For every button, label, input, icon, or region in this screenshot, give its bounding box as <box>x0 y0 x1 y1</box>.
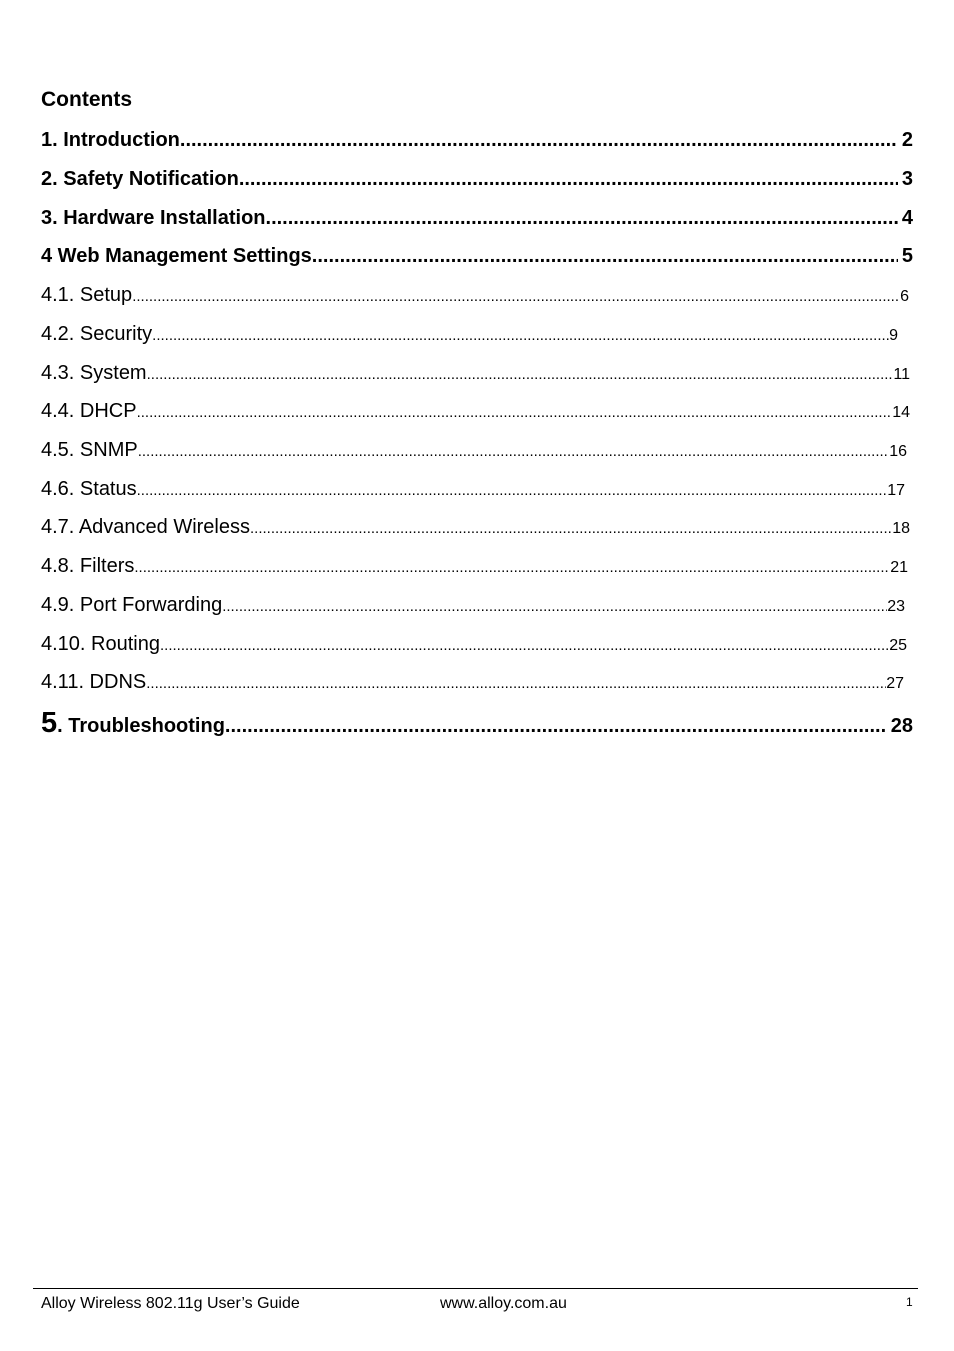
toc-entry-label: 4.4. DHCP <box>41 400 137 422</box>
toc-entry-label: 4.2. Security <box>41 323 153 345</box>
toc-dot-leader <box>137 477 888 505</box>
toc-dot-leader <box>225 709 887 743</box>
toc-entry-label: 4.10. Routing <box>41 633 160 655</box>
toc-entry-label: 4.6. Status <box>41 478 137 500</box>
toc-entry-number: 5 <box>41 707 58 739</box>
toc-dot-leader <box>160 632 889 660</box>
toc-entry-port-forwarding[interactable] <box>41 591 905 621</box>
toc-entry-setup[interactable] <box>41 281 909 311</box>
toc-entry-page: 16 <box>889 443 907 460</box>
toc-dot-leader <box>312 242 898 270</box>
toc-entry-page: 14 <box>892 404 910 421</box>
footer-guide-title: Alloy Wireless 802.11g User’s Guide <box>41 1295 300 1312</box>
toc-entry-advanced-wireless[interactable] <box>41 513 910 543</box>
toc-entry-label: 1. Introduction <box>41 129 180 151</box>
toc-entry-page: 6 <box>900 288 909 305</box>
toc-entry-label: 3. Hardware Installation <box>41 207 266 229</box>
toc-entry-label: 4.8. Filters <box>41 555 135 577</box>
toc-entry-page: 9 <box>889 327 898 344</box>
toc-entry-label: 4.5. SNMP <box>41 439 138 461</box>
toc-dot-leader <box>138 438 890 466</box>
toc-entry-system[interactable] <box>41 359 910 389</box>
toc-entry-web-management-settings[interactable] <box>41 242 913 270</box>
toc-entry-page: 25 <box>889 637 907 654</box>
toc-entry-page: 27 <box>886 675 904 692</box>
toc-dot-leader <box>146 670 886 698</box>
toc-entry-label <box>41 706 225 743</box>
toc-entry-label: 4.3. System <box>41 362 147 384</box>
toc-dot-leader <box>250 515 892 543</box>
footer-divider <box>33 1288 918 1289</box>
toc-entry-page: 23 <box>887 598 905 615</box>
toc-entry-page: 3 <box>901 168 913 190</box>
toc-entry-troubleshooting[interactable] <box>41 706 913 743</box>
toc-entry-filters[interactable] <box>41 552 908 582</box>
toc-entry-label: 4 Web Management Settings <box>41 245 312 267</box>
footer-page-number: 1 <box>906 1295 913 1309</box>
toc-entry-dhcp[interactable] <box>41 397 910 427</box>
toc-entry-title: . Troubleshooting <box>57 715 225 737</box>
toc-entry-security[interactable] <box>41 320 898 350</box>
toc-entry-label: 4.9. Port Forwarding <box>41 594 223 616</box>
toc-entry-hardware-installation[interactable] <box>41 204 913 232</box>
toc-entry-label: 4.7. Advanced Wireless <box>41 516 250 538</box>
toc-entry-safety-notification[interactable] <box>41 165 913 193</box>
toc-entry-routing[interactable] <box>41 630 907 660</box>
toc-entry-label: 2. Safety Notification <box>41 168 239 190</box>
toc-dot-leader <box>239 165 898 193</box>
contents-heading: Contents <box>41 88 132 111</box>
toc-dot-leader <box>266 204 898 232</box>
toc-dot-leader <box>152 322 889 350</box>
toc-dot-leader <box>147 361 894 389</box>
toc-entry-ddns[interactable] <box>41 668 904 698</box>
toc-dot-leader <box>137 399 893 427</box>
toc-dot-leader <box>134 554 890 582</box>
toc-dot-leader <box>132 283 900 311</box>
toc-entry-page: 5 <box>901 245 913 267</box>
toc-entry-label: 4.1. Setup <box>41 284 133 306</box>
toc-entry-page: 18 <box>892 520 910 537</box>
toc-entry-page: 11 <box>893 366 910 383</box>
toc-dot-leader <box>180 126 898 154</box>
toc-entry-page: 2 <box>901 129 913 151</box>
toc-entry-snmp[interactable] <box>41 436 907 466</box>
toc-entry-introduction[interactable] <box>41 126 913 154</box>
toc-entry-label: 4.11. DDNS <box>41 671 147 693</box>
footer-website: www.alloy.com.au <box>440 1295 567 1312</box>
toc-entry-status[interactable] <box>41 475 905 505</box>
toc-entry-page: 28 <box>890 715 913 737</box>
toc-dot-leader <box>222 593 887 621</box>
toc-entry-page: 21 <box>890 559 908 576</box>
toc-entry-page: 4 <box>901 207 913 229</box>
toc-entry-page: 17 <box>887 482 905 499</box>
